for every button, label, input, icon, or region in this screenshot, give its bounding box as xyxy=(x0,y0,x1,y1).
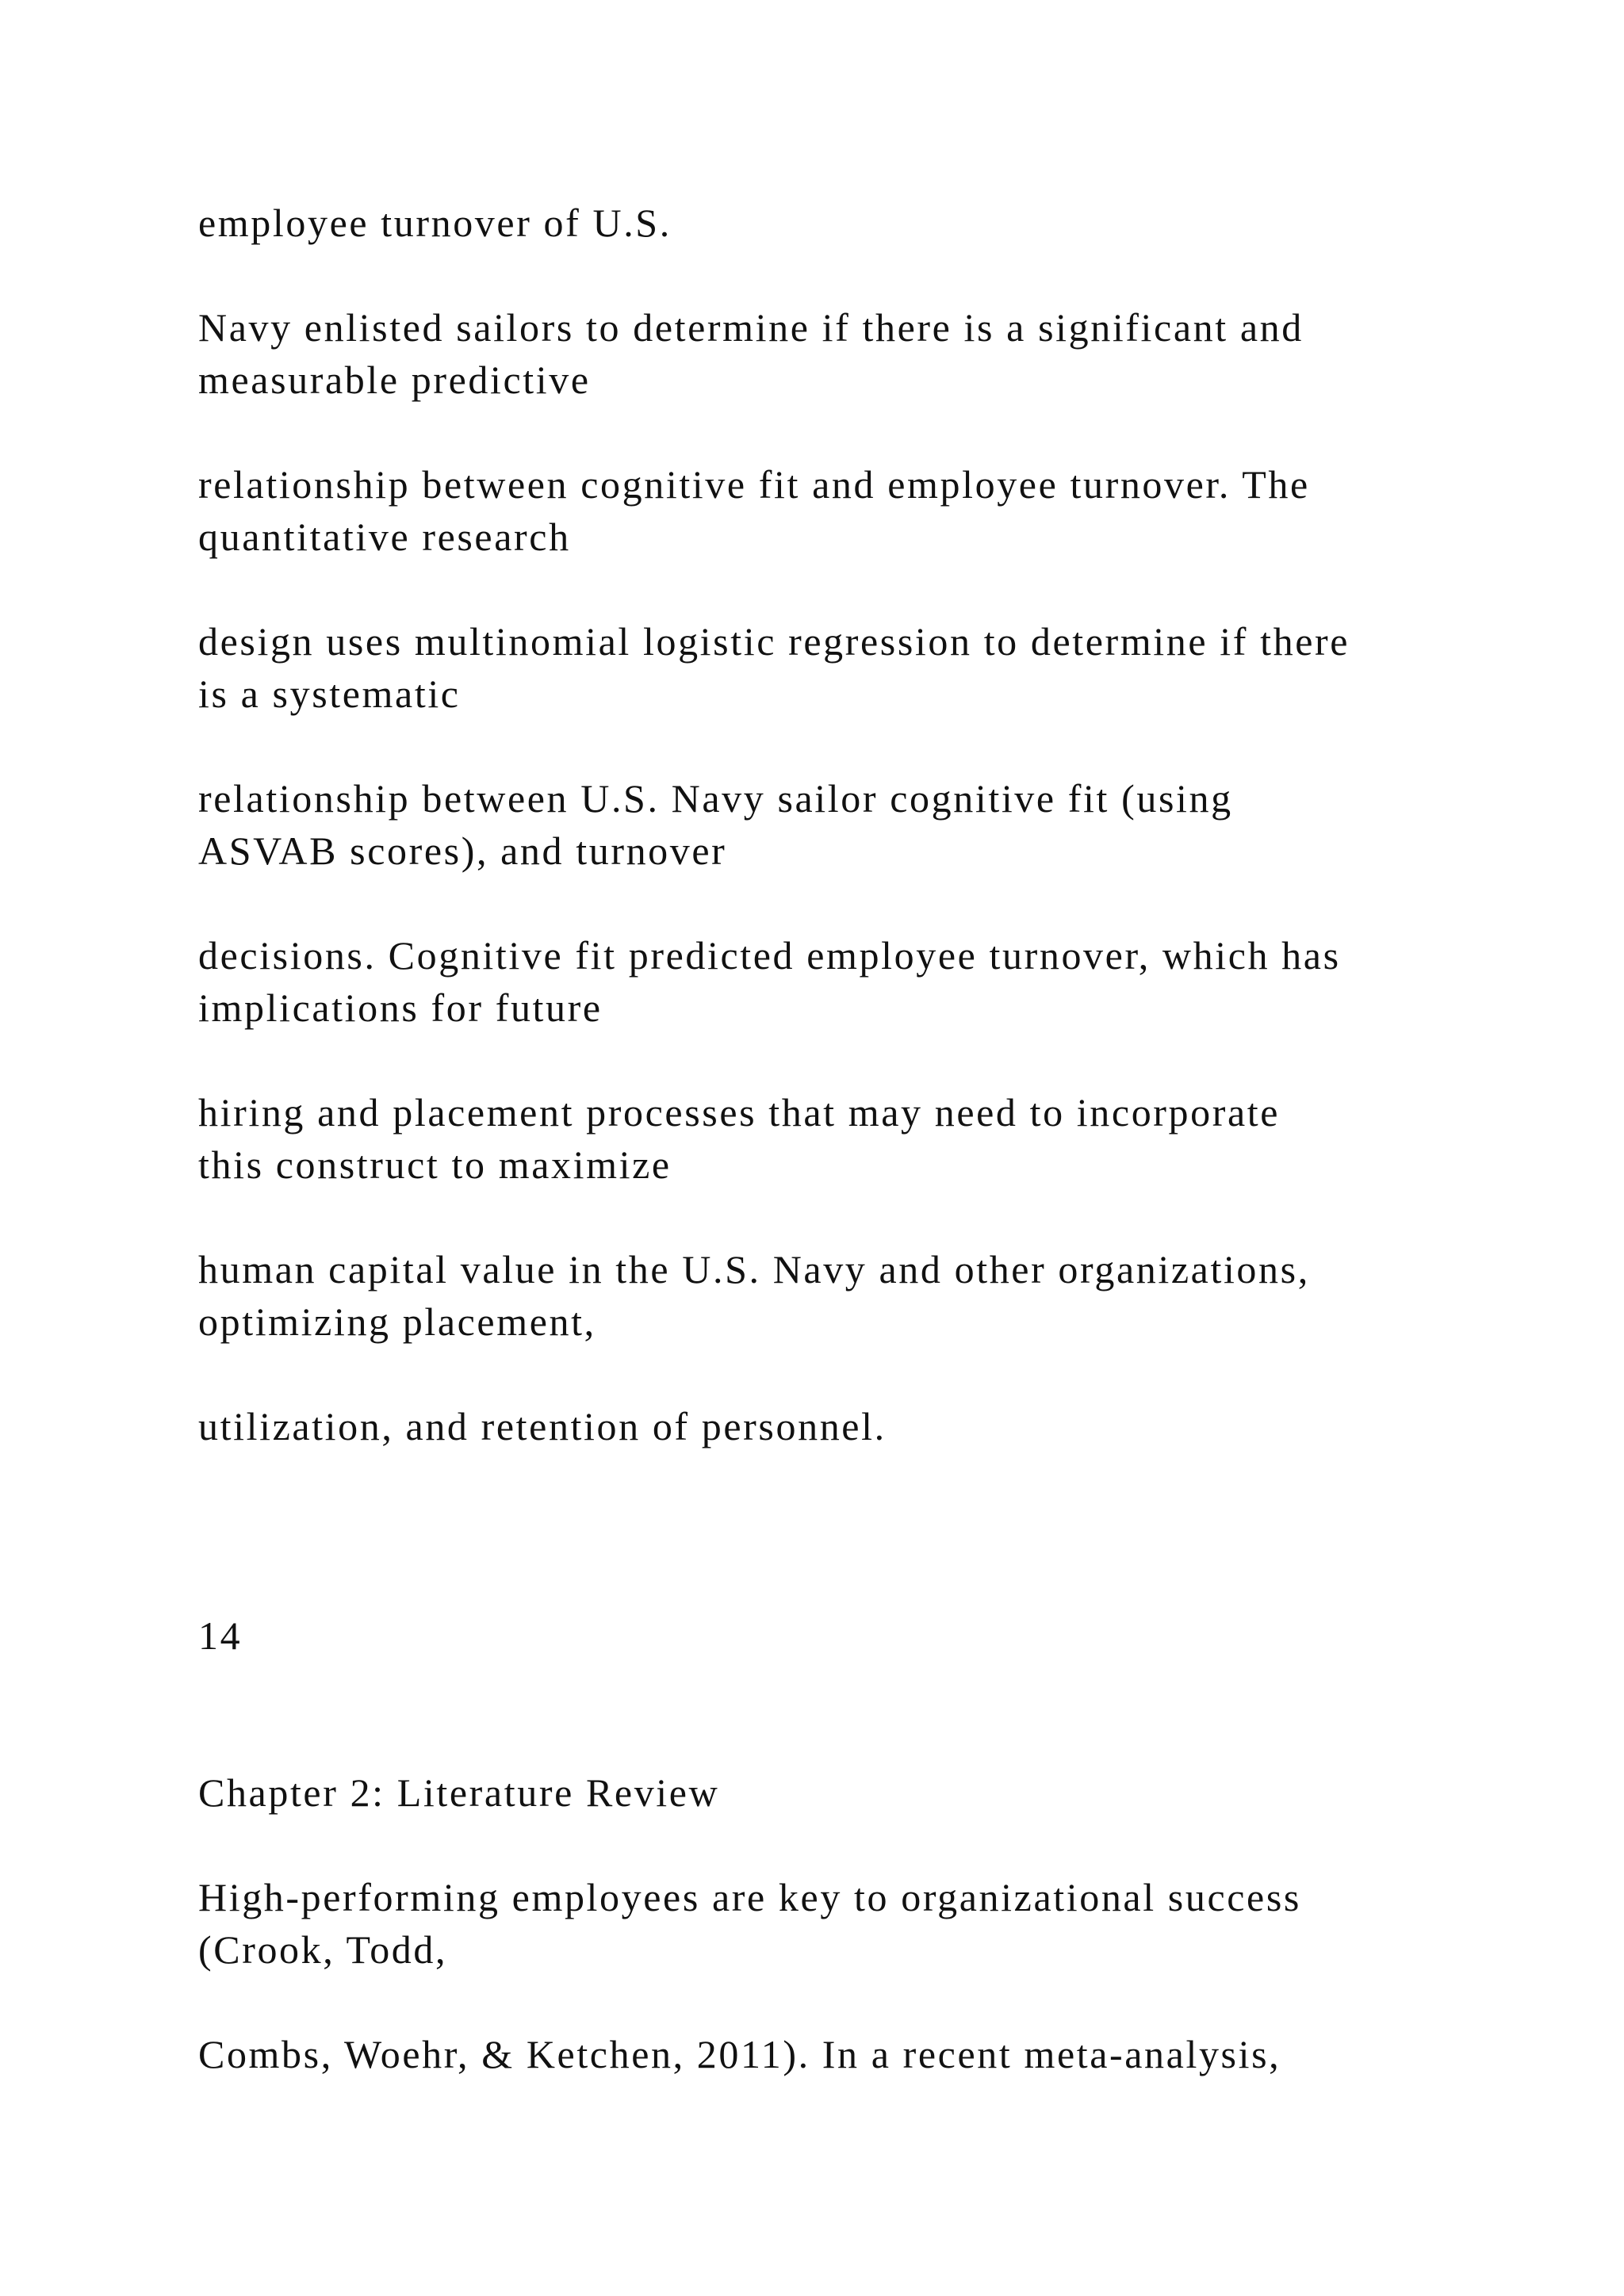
text-line: human capital value in the U.S. Navy and other organizations, xyxy=(198,1247,1310,1292)
text-line: implications for future xyxy=(198,985,603,1030)
text-line: ASVAB scores), and turnover xyxy=(198,828,727,873)
text-line: hiring and placement processes that may need to incorporate xyxy=(198,1090,1281,1135)
text-line: this construct to maximize xyxy=(198,1142,672,1187)
text-line: Combs, Woehr, & Ketchen, 2011). In a recent meta-analysis, xyxy=(198,2032,1281,2076)
text-line: design uses multinomial logistic regression to determine if there xyxy=(198,619,1350,664)
text-line: employee turnover of U.S. xyxy=(198,201,672,245)
text-line: utilization, and retention of personnel. xyxy=(198,1404,887,1448)
text-line: quantitative research xyxy=(198,515,571,559)
text-line: decisions. Cognitive fit predicted employee turnover, which has xyxy=(198,933,1341,978)
text-line: High-performing employees are key to organizational success xyxy=(198,1875,1301,1919)
text-line: (Crook, Todd, xyxy=(198,1927,448,1972)
text-line: is a systematic xyxy=(198,672,461,716)
text-line: relationship between cognitive fit and employee turnover. The xyxy=(198,462,1310,507)
text-line: Navy enlisted sailors to determine if there is a significant and xyxy=(198,305,1304,350)
chapter-heading: Chapter 2: Literature Review xyxy=(198,1770,720,1815)
text-line: optimizing placement, xyxy=(198,1299,596,1344)
text-line: relationship between U.S. Navy sailor cognitive fit (using xyxy=(198,776,1233,821)
page-number: 14 xyxy=(198,1613,243,1658)
text-line: measurable predictive xyxy=(198,358,591,402)
